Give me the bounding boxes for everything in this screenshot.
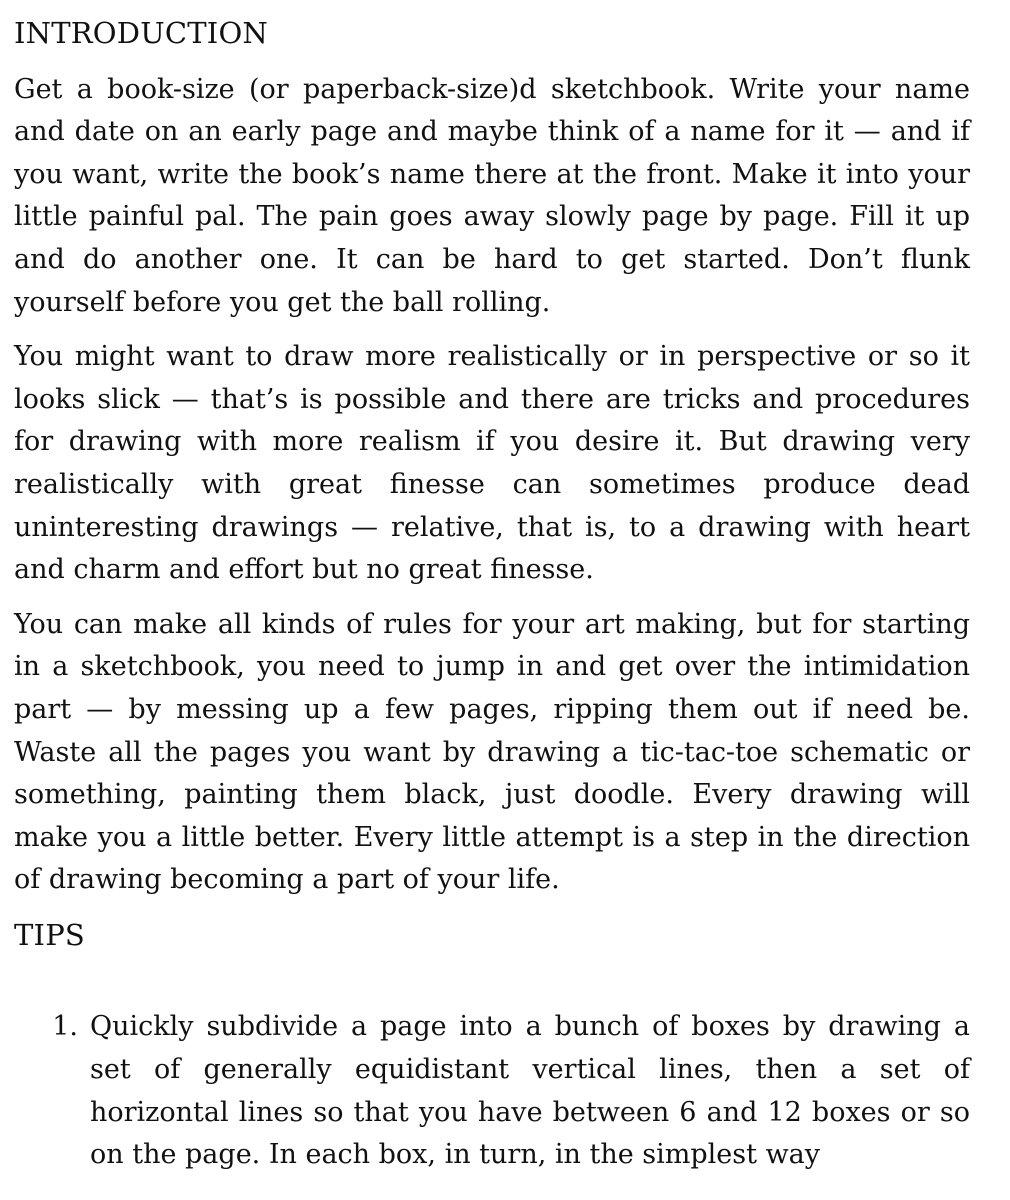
tips-list — [14, 1006, 970, 1176]
introduction-heading: INTRODUCTION — [14, 16, 269, 50]
tips-heading: TIPS — [14, 917, 85, 952]
tip-number: 1. — [52, 1011, 78, 1043]
tip-text: Quickly subdivide a page into a bunch of boxes by drawing a set of generally equidistant vertical lines, then a set of horizontal lines so that you have between 6 and 12 boxes or so on the page. In each box, in turn, in the simplest way — [90, 1011, 970, 1171]
intro-paragraph-3: You can make all kinds of rules for your art making, but for starting in a sketchbook, you need to jump in and get over the intimidation part — by messing up a few pages, ripping them out if need be. Waste all the pages you want by drawing a tic-tac-toe schematic or something, painting them black, just doodle. Every drawing will make you a little better. Every little attempt is a step in the direction of drawing becoming a part of your life. — [14, 608, 970, 896]
intro-paragraph-1: Get a book-size (or paperback-size)d sketchbook. Write your name and date on an early page and maybe think of a name for it — and if you want, write the book’s name there at the front. Make it into your little painful pal. The pain goes away slowly page by page. Fill it up and do another one. It can be hard to get started. Don’t flunk yourself before you get the ball rolling. — [14, 73, 970, 318]
list-item — [14, 1006, 970, 1176]
document-page — [14, 12, 970, 1177]
intro-paragraph-2: You might want to draw more realistically or in perspective or so it looks slick — that’s is possible and there are tricks and procedures for drawing with more realism if you desire it. But drawing very realistically with great finesse can sometimes produce dead uninteresting drawings — relative, that is, to a drawing with heart and charm and effort but no great finesse. — [14, 341, 970, 586]
